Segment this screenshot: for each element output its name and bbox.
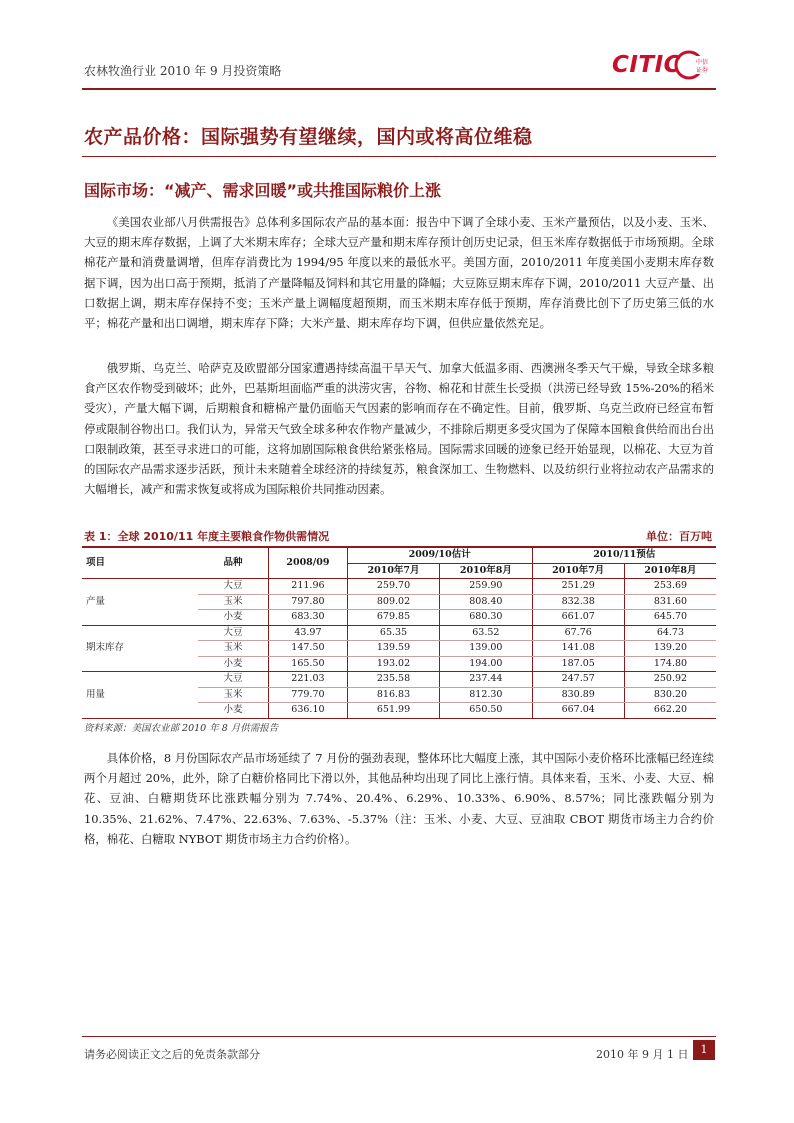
value-cell: 250.92	[624, 672, 716, 688]
footer-rule	[82, 1036, 716, 1037]
value-cell: 237.44	[440, 672, 532, 688]
logo-text: CITIC	[612, 52, 682, 78]
value-cell: 139.20	[624, 641, 716, 657]
value-cell: 651.99	[347, 703, 439, 719]
value-cell: 667.04	[532, 703, 624, 719]
crop-cell: 小麦	[198, 703, 269, 719]
logo-circle-icon	[674, 50, 709, 80]
header-variety: 品种	[198, 547, 269, 579]
value-cell: 139.59	[347, 641, 439, 657]
header-group-2009: 2009/10估计	[347, 547, 532, 563]
value-cell: 147.50	[269, 641, 348, 657]
crop-cell: 玉米	[198, 687, 269, 703]
value-cell: 43.97	[269, 625, 348, 641]
value-cell: 187.05	[532, 656, 624, 672]
header-item: 项目	[82, 547, 198, 579]
paragraph-price-trend: 具体价格，8 月份国际农产品市场延续了 7 月份的强劲表现，整体环比大幅度上涨，其中国际小麦价格环比涨幅已经连续两个月超过 20%，此外，除了白糖价格同比下滑以外，其他品种均出现了同比上涨行情。具体来看，玉米、小麦、大豆、棉花、豆油、白糖期货环比涨跌幅分别为 7.74%、20.4%、6.29%、10.33%、6.90%、8.57%；同比涨跌幅分别为 10.35%、21.62%、7.47%、22.63%、7.63%、-5.37%（注：玉米、小麦、大豆、豆油取 CBOT 期货市场主力合约价格，棉花、白糖取 NYBOT 期货市场主力合约价格）。	[84, 751, 714, 846]
header-jul-2: 2010年7月	[532, 563, 624, 579]
value-cell: 211.96	[269, 579, 348, 595]
table-unit: 单位：百万吨	[646, 530, 712, 543]
svg-text:证券: 证券	[696, 67, 709, 74]
value-cell: 832.38	[532, 594, 624, 610]
group-label: 期末库存	[82, 625, 198, 672]
value-cell: 139.00	[440, 641, 532, 657]
value-cell: 65.35	[347, 625, 439, 641]
value-cell: 64.73	[624, 625, 716, 641]
section-title: 农产品价格：国际强势有望继续，国内或将高位维稳	[84, 126, 533, 148]
value-cell: 221.03	[269, 672, 348, 688]
value-cell: 683.30	[269, 610, 348, 626]
value-cell: 679.85	[347, 610, 439, 626]
value-cell: 680.30	[440, 610, 532, 626]
value-cell: 662.20	[624, 703, 716, 719]
crop-cell: 大豆	[198, 625, 269, 641]
crop-cell: 小麦	[198, 656, 269, 672]
header-rule	[82, 88, 716, 90]
value-cell: 645.70	[624, 610, 716, 626]
value-cell: 650.50	[440, 703, 532, 719]
header-2008: 2008/09	[269, 547, 348, 579]
value-cell: 830.20	[624, 687, 716, 703]
header-aug-1: 2010年8月	[440, 563, 532, 579]
footer-disclaimer: 请务必阅读正文之后的免责条款部分	[84, 1048, 260, 1061]
value-cell: 235.58	[347, 672, 439, 688]
footer-date: 2010 年 9 月 1 日	[596, 1048, 689, 1061]
value-cell: 259.90	[440, 579, 532, 595]
crop-cell: 大豆	[198, 579, 269, 595]
value-cell: 779.70	[269, 687, 348, 703]
header-aug-2: 2010年8月	[624, 563, 716, 579]
value-cell: 174.80	[624, 656, 716, 672]
crop-cell: 大豆	[198, 672, 269, 688]
crop-cell: 小麦	[198, 610, 269, 626]
subsection-title: 国际市场：“减产、需求回暖”或共推国际粮价上涨	[84, 181, 442, 200]
section-rule	[82, 156, 716, 157]
value-cell: 812.30	[440, 687, 532, 703]
supply-demand-table	[82, 546, 716, 719]
header-group-2010: 2010/11预估	[532, 547, 716, 563]
value-cell: 165.50	[269, 656, 348, 672]
value-cell: 63.52	[440, 625, 532, 641]
group-label: 产量	[82, 579, 198, 626]
value-cell: 830.89	[532, 687, 624, 703]
table-caption: 表 1：全球 2010/11 年度主要粮食作物供需情况	[84, 530, 330, 543]
report-header-title: 农林牧渔行业 2010 年 9 月投资策略	[84, 64, 282, 78]
value-cell: 636.10	[269, 703, 348, 719]
header-jul-1: 2010年7月	[347, 563, 439, 579]
value-cell: 247.57	[532, 672, 624, 688]
group-label: 用量	[82, 672, 198, 719]
crop-cell: 玉米	[198, 641, 269, 657]
value-cell: 808.40	[440, 594, 532, 610]
page-number: 1	[693, 1040, 715, 1060]
paragraph-usda-report: 《美国农业部八月供需报告》总体利多国际农产品的基本面：报告中下调了全球小麦、玉米产量预估，以及小麦、玉米、大豆的期末库存数据，上调了大米期末库存；全球大豆产量和期末库存预计创历史记录，但玉米库存数据低于市场预期。全球棉花产量和消费量调增，但库存消费比为 1994/95 年度以来的最低水平。美国方面，2010/2011 年度美国小麦期末库存数据下调，因为出口高于预期，抵消了产量降幅及饲料和其它用量的降幅；大豆陈豆期末库存下调，2010/2011 大豆产量、出口数据上调，期末库存保持不变；玉米产量上调幅度超预期，而玉米期末库存低于预期，库存消费比创下了历史第三低的水平；棉花产量和出口调增，期末库存下降；大米产量、期末库存均下调，但供应量依然充足。	[84, 215, 714, 331]
value-cell: 141.08	[532, 641, 624, 657]
value-cell: 259.70	[347, 579, 439, 595]
table-row	[82, 625, 716, 641]
value-cell: 816.83	[347, 687, 439, 703]
table-row	[82, 579, 716, 595]
citic-logo	[612, 50, 716, 82]
value-cell: 251.29	[532, 579, 624, 595]
value-cell: 193.02	[347, 656, 439, 672]
value-cell: 194.00	[440, 656, 532, 672]
svg-text:中信: 中信	[696, 59, 709, 66]
value-cell: 661.07	[532, 610, 624, 626]
value-cell: 809.02	[347, 594, 439, 610]
paragraph-weather-supply: 俄罗斯、乌克兰、哈萨克及欧盟部分国家遭遇持续高温干旱天气、加拿大低温多雨、西澳洲冬季天气干燥，导致全球多粮食产区农作物受到破坏；此外，巴基斯坦面临严重的洪涝灾害，谷物、棉花和甘蔗生长受损（洪涝已经导致 15%-20%的稻米受灾），产量大幅下调，后期粮食和糖棉产量仍面临天气因素的影响而存在不确定性。目前，俄罗斯、乌克兰政府已经宣布暂停或限制谷物出口。我们认为，异常天气致全球多种农作物产量减少，不排除后期更多受灾国为了保障本国粮食供给而出台出口限制政策，甚至寻求进口的可能，这将加剧国际粮食供给紧张格局。国际需求回暖的迹象已经开始显现，以棉花、大豆为首的国际农产品需求逐步活跃，预计未来随着全球经济的持续复苏，粮食深加工、生物燃料、以及纺织行业将拉动农产品需求的大幅增长，减产和需求恢复或将成为国际粮价共同推动因素。	[84, 361, 714, 497]
value-cell: 67.76	[532, 625, 624, 641]
table-source: 资料来源：美国农业部 2010 年 8 月供需报告	[84, 723, 279, 734]
value-cell: 253.69	[624, 579, 716, 595]
crop-cell: 玉米	[198, 594, 269, 610]
value-cell: 831.60	[624, 594, 716, 610]
table-row	[82, 672, 716, 688]
value-cell: 797.80	[269, 594, 348, 610]
